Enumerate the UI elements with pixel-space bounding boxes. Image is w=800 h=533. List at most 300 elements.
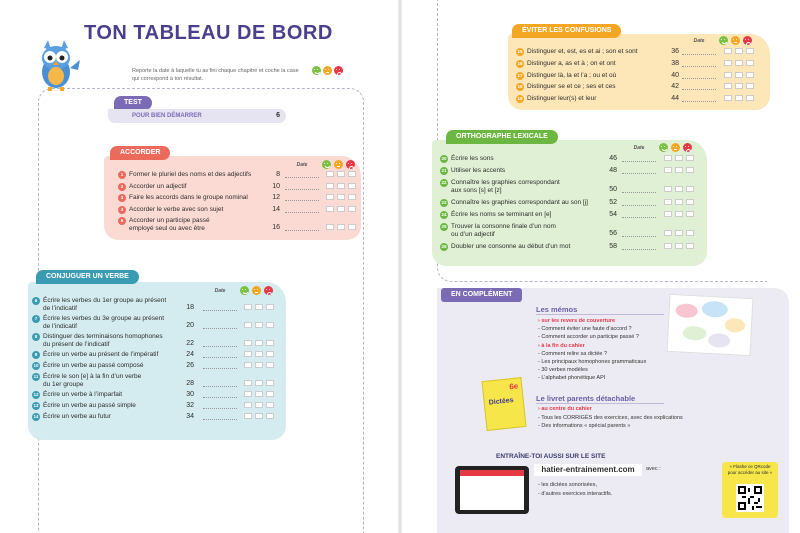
happy-checkbox[interactable] xyxy=(244,402,252,408)
happy-face-icon xyxy=(312,66,321,75)
chapter-title-line: Écrire un verbe au présent de l’impératif xyxy=(43,351,159,358)
happy-checkbox[interactable] xyxy=(244,413,252,419)
chapter-number: 19 xyxy=(517,96,523,102)
chapter-title-line: de l’indicatif xyxy=(43,322,77,330)
date-field[interactable] xyxy=(203,310,237,311)
result-legend xyxy=(312,66,343,75)
chapter-title xyxy=(451,211,551,219)
neutral-checkbox[interactable] xyxy=(337,206,345,212)
chapter-number: 20 xyxy=(441,156,447,161)
neutral-checkbox[interactable] xyxy=(255,322,263,328)
chapter-page: 44 xyxy=(671,95,679,103)
result-checkboxes xyxy=(244,340,274,346)
happy-checkbox[interactable] xyxy=(326,194,334,200)
sad-checkbox[interactable] xyxy=(746,83,754,89)
happy-checkbox[interactable] xyxy=(244,391,252,397)
chapter-title-line: Écrire les noms se terminant en [e] xyxy=(451,211,552,218)
chapter-title xyxy=(43,373,141,388)
date-field[interactable] xyxy=(203,328,237,329)
sad-checkbox[interactable] xyxy=(686,243,694,249)
sad-checkbox[interactable] xyxy=(348,194,356,200)
chapter-title-line: du présent de l’indicatif xyxy=(43,340,110,348)
neutral-checkbox[interactable] xyxy=(735,83,743,89)
date-field[interactable] xyxy=(622,217,656,218)
chapter-page: 58 xyxy=(609,243,617,250)
chapter-number: 11 xyxy=(33,374,39,379)
sad-checkbox[interactable] xyxy=(686,211,694,217)
conjuguer-row xyxy=(32,351,284,359)
chapter-page: 18 xyxy=(186,304,194,311)
livret-underline xyxy=(536,403,664,404)
chapter-title xyxy=(43,315,164,330)
sad-checkbox[interactable] xyxy=(266,391,274,397)
sad-checkbox[interactable] xyxy=(348,224,356,230)
conjuguer-row xyxy=(32,391,284,399)
conjuguer-row xyxy=(32,402,284,410)
chapter-title-line: Distinguer leur(s) et leur xyxy=(527,95,597,103)
livret-item: - Tous les CORRIGÉS des exercices, avec des explications xyxy=(538,414,683,421)
chapter-page: 14 xyxy=(272,205,280,213)
date-field[interactable] xyxy=(285,212,319,213)
date-label: Date xyxy=(214,287,226,294)
result-checkboxes xyxy=(326,224,356,230)
chapter-title-line: Faire les accords dans le groupe nominal xyxy=(129,194,248,201)
chapter-title xyxy=(43,297,166,312)
neutral-checkbox[interactable] xyxy=(337,194,345,200)
result-checkboxes xyxy=(244,402,274,408)
qr-box[interactable] xyxy=(722,462,778,518)
conjuguer-row xyxy=(32,362,284,370)
chapter-number: 6 xyxy=(32,297,40,305)
memos-underline xyxy=(536,314,664,315)
sad-checkbox[interactable] xyxy=(746,72,754,78)
neutral-face-icon xyxy=(323,66,332,75)
neutral-checkbox[interactable] xyxy=(735,95,743,101)
sad-checkbox[interactable] xyxy=(686,199,694,205)
chapter-title-line: Distinguer se et ce ; ses et ces xyxy=(527,83,616,91)
page-title: TON TABLEAU DE BORD xyxy=(84,22,333,44)
sad-checkbox[interactable] xyxy=(348,171,356,177)
chapter-title-line: Connaître les graphies correspondant xyxy=(451,179,560,186)
neutral-checkbox[interactable] xyxy=(255,304,263,310)
chapter-page: 30 xyxy=(186,391,194,398)
neutral-checkbox[interactable] xyxy=(675,186,683,192)
site-item-2: - d’autres exercices interactifs. xyxy=(538,491,613,497)
chapter-title-line: Doubler une consonne au début d’un mot xyxy=(451,243,571,250)
memos-item: - 30 verbes modèles xyxy=(538,367,588,374)
sad-checkbox[interactable] xyxy=(686,186,694,192)
happy-checkbox[interactable] xyxy=(664,155,672,161)
memos-item: › sur les revers de couverture xyxy=(538,318,616,324)
chapter-number: 5 xyxy=(118,217,126,225)
chapter-page: 24 xyxy=(186,351,194,358)
chapter-page: 50 xyxy=(609,186,617,193)
chapter-title-line: Écrire un verbe à l’imparfait xyxy=(43,391,123,398)
chapter-page: 54 xyxy=(609,211,617,218)
date-field[interactable] xyxy=(682,101,716,102)
chapter-title-line: de l’indicatif xyxy=(43,304,77,312)
chapter-title xyxy=(129,217,210,232)
sad-checkbox[interactable] xyxy=(348,183,356,189)
chapter-number: 25 xyxy=(441,224,447,229)
sad-checkbox[interactable] xyxy=(266,362,274,368)
chapter-number: 7 xyxy=(32,315,40,323)
date-field[interactable] xyxy=(682,54,716,55)
chapter-title-line: Distinguer et, est, es et ai ; son et sont xyxy=(527,48,638,55)
chapter-page: 52 xyxy=(609,199,617,206)
happy-checkbox[interactable] xyxy=(664,186,672,192)
chapter-title-line: Écrire un verbe au passé composé xyxy=(43,362,144,369)
result-checkboxes xyxy=(326,194,356,200)
chapter-title xyxy=(451,199,588,207)
chapter-page: 32 xyxy=(186,402,194,409)
ortho-column-header xyxy=(622,143,692,152)
happy-face-icon xyxy=(322,160,331,169)
happy-checkbox[interactable] xyxy=(664,230,672,236)
result-checkboxes xyxy=(326,183,356,189)
neutral-checkbox[interactable] xyxy=(255,362,263,368)
chapter-title xyxy=(129,171,251,179)
date-field[interactable] xyxy=(203,368,237,369)
happy-checkbox[interactable] xyxy=(326,171,334,177)
neutral-checkbox[interactable] xyxy=(675,199,683,205)
chapter-page: 56 xyxy=(609,230,617,237)
happy-checkbox[interactable] xyxy=(664,211,672,217)
chapter-number: 12 xyxy=(33,392,39,397)
chapter-number: 14 xyxy=(33,414,39,419)
neutral-checkbox[interactable] xyxy=(255,380,263,386)
sad-checkbox[interactable] xyxy=(746,48,754,54)
chapter-number: 21 xyxy=(441,168,447,173)
result-checkboxes xyxy=(664,167,694,173)
sad-checkbox[interactable] xyxy=(266,402,274,408)
chapter-page: 36 xyxy=(671,48,679,55)
confusions-row xyxy=(516,95,764,103)
chapter-title-line: ou d’un adjectif xyxy=(451,230,495,238)
result-checkboxes xyxy=(326,171,356,177)
confusions-row xyxy=(516,83,764,91)
date-field[interactable] xyxy=(285,230,319,231)
book-grade: 6e xyxy=(508,381,519,392)
date-label: Date xyxy=(296,161,308,168)
result-checkboxes xyxy=(724,72,754,78)
memos-item: - Comment relire sa dictée ? xyxy=(538,350,608,357)
chapter-number: 1 xyxy=(118,171,126,179)
chapter-title xyxy=(527,72,616,80)
chapter-title-line: Écrire les verbes du 1er groupe au présent xyxy=(43,297,167,304)
happy-checkbox[interactable] xyxy=(326,206,334,212)
date-field[interactable] xyxy=(622,161,656,162)
neutral-checkbox[interactable] xyxy=(337,183,345,189)
happy-checkbox[interactable] xyxy=(244,304,252,310)
chapter-title xyxy=(43,333,163,348)
chapter-page: 16 xyxy=(272,224,280,231)
date-field[interactable] xyxy=(622,249,656,250)
date-field[interactable] xyxy=(203,408,237,409)
date-field[interactable] xyxy=(682,78,716,79)
happy-checkbox[interactable] xyxy=(244,340,252,346)
sad-checkbox[interactable] xyxy=(686,155,694,161)
date-label: Date xyxy=(693,37,705,44)
date-field[interactable] xyxy=(285,200,319,201)
chapter-title-line: employé seul ou avec être xyxy=(129,224,205,232)
neutral-face-icon xyxy=(334,160,343,169)
chapter-number: 9 xyxy=(32,351,40,359)
chapter-number: 2 xyxy=(118,183,126,191)
chapter-title xyxy=(129,183,186,191)
conjuguer-row xyxy=(32,315,284,330)
chapter-page: 38 xyxy=(671,59,679,67)
chapter-number: 17 xyxy=(517,72,523,78)
chapter-page: 40 xyxy=(671,71,679,79)
memos-item: - Comment éviter une faute d’accord ? xyxy=(538,326,632,333)
ortho-row xyxy=(440,223,704,238)
result-checkboxes xyxy=(244,362,274,368)
date-field[interactable] xyxy=(203,386,237,387)
neutral-checkbox[interactable] xyxy=(675,155,683,161)
date-field[interactable] xyxy=(203,419,237,420)
happy-checkbox[interactable] xyxy=(724,95,732,101)
happy-checkbox[interactable] xyxy=(326,224,334,230)
conjuguer-row xyxy=(32,413,284,421)
tablet-image xyxy=(455,466,529,514)
confusions-column-header xyxy=(682,36,752,45)
memos-title: Les mémos xyxy=(536,305,578,314)
memos-item: - Comment accorder un participe passé ? xyxy=(538,334,639,341)
chapter-title xyxy=(527,60,616,68)
neutral-checkbox[interactable] xyxy=(735,72,743,78)
livret-title: Le livret parents détachable xyxy=(536,394,636,403)
chapter-title xyxy=(451,167,505,175)
happy-checkbox[interactable] xyxy=(724,83,732,89)
happy-checkbox[interactable] xyxy=(244,351,252,357)
chapter-title-line: Accorder un participe passé xyxy=(129,217,210,224)
sad-checkbox[interactable] xyxy=(746,60,754,66)
sad-checkbox[interactable] xyxy=(266,322,274,328)
accorder-row xyxy=(118,183,366,191)
page-divider xyxy=(398,0,402,533)
neutral-checkbox[interactable] xyxy=(255,402,263,408)
livret-item: - Des informations « spécial parents » xyxy=(538,423,631,429)
chapter-page: 28 xyxy=(186,380,194,387)
chapter-title xyxy=(129,206,223,214)
chapter-number: 4 xyxy=(118,206,126,214)
confusions-row xyxy=(516,60,764,68)
result-checkboxes xyxy=(724,60,754,66)
result-checkboxes xyxy=(724,48,754,54)
chapter-title xyxy=(43,402,136,410)
result-checkboxes xyxy=(244,391,274,397)
date-field[interactable] xyxy=(203,346,237,347)
happy-face-icon xyxy=(659,143,668,152)
result-checkboxes xyxy=(664,211,694,217)
sad-checkbox[interactable] xyxy=(746,95,754,101)
sad-checkbox[interactable] xyxy=(266,380,274,386)
chapter-page: 46 xyxy=(609,155,617,162)
site-title: ENTRAÎNE-TOI AUSSI SUR LE SITE xyxy=(496,453,606,460)
happy-checkbox[interactable] xyxy=(664,199,672,205)
neutral-checkbox[interactable] xyxy=(255,351,263,357)
chapter-title xyxy=(43,362,143,370)
chapter-page: 34 xyxy=(186,413,194,420)
date-field[interactable] xyxy=(203,357,237,358)
chapter-title-line: Écrire les sons xyxy=(451,155,494,162)
chapter-number: 3 xyxy=(118,194,126,202)
date-field[interactable] xyxy=(285,189,319,190)
date-field[interactable] xyxy=(682,89,716,90)
result-checkboxes xyxy=(326,206,356,212)
date-field[interactable] xyxy=(682,66,716,67)
happy-checkbox[interactable] xyxy=(724,72,732,78)
sad-checkbox[interactable] xyxy=(686,167,694,173)
chapter-title xyxy=(451,179,560,194)
chapter-page: 48 xyxy=(609,167,617,174)
chapter-title xyxy=(527,48,638,56)
chapter-title-line: Trouver la consonne finale d’un nom xyxy=(451,223,556,230)
neutral-checkbox[interactable] xyxy=(735,60,743,66)
chapter-page: 12 xyxy=(272,194,280,201)
neutral-checkbox[interactable] xyxy=(735,48,743,54)
happy-checkbox[interactable] xyxy=(326,183,334,189)
happy-checkbox[interactable] xyxy=(724,48,732,54)
chapter-number: 24 xyxy=(441,212,447,217)
chapter-title xyxy=(43,351,158,359)
dictees-book-cover xyxy=(481,377,526,431)
accorder-row xyxy=(118,206,366,214)
chapter-title-line: Écrire le son [e] à la fin d’un verbe xyxy=(43,373,142,380)
ortho-row xyxy=(440,243,704,251)
section-tag-ortho: ORTHOGRAPHE LEXICALE xyxy=(446,130,558,144)
qr-code-icon[interactable] xyxy=(736,484,764,512)
test-label: POUR BIEN DÉMARRER xyxy=(132,113,202,119)
happy-checkbox[interactable] xyxy=(244,322,252,328)
livret-item: › au centre du cahier xyxy=(538,406,592,412)
happy-checkbox[interactable] xyxy=(724,60,732,66)
chapter-number: 15 xyxy=(517,49,523,54)
site-url-link[interactable]: hatier-entrainement.com xyxy=(534,464,642,476)
chapter-title-line: Connaître les graphies correspondant au son [j] xyxy=(451,199,588,206)
chapter-title xyxy=(129,194,248,202)
chapter-number: 18 xyxy=(517,84,523,90)
section-tag-test: TEST xyxy=(114,96,152,110)
chapter-page: 26 xyxy=(186,362,194,369)
date-field[interactable] xyxy=(622,236,656,237)
chapter-title xyxy=(451,223,556,238)
chapter-title xyxy=(527,95,596,103)
chapter-page: 20 xyxy=(186,322,194,329)
sad-checkbox[interactable] xyxy=(266,413,274,419)
sad-checkbox[interactable] xyxy=(266,304,274,310)
instructions-text: Reporte la date à laquelle tu as fini chaque chapitre et coche la case qui correspond à ton résultat. xyxy=(132,68,299,82)
chapter-title-line: Utiliser les accents xyxy=(451,167,506,174)
accorder-row xyxy=(118,171,366,179)
result-checkboxes xyxy=(244,351,274,357)
result-checkboxes xyxy=(664,155,694,161)
neutral-checkbox[interactable] xyxy=(675,211,683,217)
chapter-number: 13 xyxy=(33,403,39,408)
conjuguer-column-header xyxy=(203,286,273,295)
ortho-row xyxy=(440,179,704,194)
neutral-checkbox[interactable] xyxy=(337,224,345,230)
sad-checkbox[interactable] xyxy=(348,206,356,212)
date-field[interactable] xyxy=(622,173,656,174)
chapter-page: 8 xyxy=(276,171,280,178)
chapter-page: 10 xyxy=(272,182,280,190)
sad-face-icon xyxy=(743,36,752,45)
neutral-checkbox[interactable] xyxy=(337,171,345,177)
sad-face-icon xyxy=(334,66,343,75)
site-item-1: - les dictées sonorisées, xyxy=(538,482,597,488)
happy-checkbox[interactable] xyxy=(244,362,252,368)
neutral-checkbox[interactable] xyxy=(675,167,683,173)
result-checkboxes xyxy=(724,95,754,101)
date-label: Date xyxy=(633,144,645,151)
conjuguer-row xyxy=(32,297,284,312)
accorder-row xyxy=(118,217,366,232)
neutral-checkbox[interactable] xyxy=(255,413,263,419)
chapter-title-line: Distinguer a, as et à ; on et ont xyxy=(527,59,616,67)
chapter-title xyxy=(43,391,122,399)
neutral-face-icon xyxy=(252,286,261,295)
neutral-checkbox[interactable] xyxy=(675,243,683,249)
book-title: Dictées xyxy=(488,396,514,407)
neutral-checkbox[interactable] xyxy=(255,340,263,346)
section-tag-conjuguer: CONJUGUER UN VERBE xyxy=(36,270,139,284)
chapter-page: 22 xyxy=(186,340,194,347)
chapter-title-line: du 1er groupe xyxy=(43,380,84,388)
sad-face-icon xyxy=(346,160,355,169)
neutral-checkbox[interactable] xyxy=(255,391,263,397)
sad-face-icon xyxy=(264,286,273,295)
date-field[interactable] xyxy=(622,192,656,193)
sad-checkbox[interactable] xyxy=(686,230,694,236)
ortho-row xyxy=(440,167,704,175)
chapter-title-line: Écrire un verbe au futur xyxy=(43,413,111,420)
date-field[interactable] xyxy=(203,397,237,398)
owl-mascot-icon xyxy=(34,38,82,94)
result-checkboxes xyxy=(244,304,274,310)
sad-face-icon xyxy=(683,143,692,152)
chapter-title-line: Accorder un adjectif xyxy=(129,182,187,190)
sad-checkbox[interactable] xyxy=(266,340,274,346)
accorder-row xyxy=(118,194,366,202)
conjuguer-row xyxy=(32,333,284,348)
date-field[interactable] xyxy=(622,205,656,206)
neutral-checkbox[interactable] xyxy=(675,230,683,236)
happy-checkbox[interactable] xyxy=(664,167,672,173)
result-checkboxes xyxy=(244,413,274,419)
happy-face-icon xyxy=(719,36,728,45)
sad-checkbox[interactable] xyxy=(266,351,274,357)
happy-checkbox[interactable] xyxy=(664,243,672,249)
chapter-title xyxy=(451,243,570,251)
happy-checkbox[interactable] xyxy=(244,380,252,386)
test-row[interactable] xyxy=(108,109,286,123)
date-field[interactable] xyxy=(285,177,319,178)
memo-preview-image xyxy=(667,294,754,356)
chapter-number: 10 xyxy=(33,363,39,368)
section-tag-confusions: ÉVITER LES CONFUSIONS xyxy=(512,24,621,38)
section-tag-accorder: ACCORDER xyxy=(110,146,170,160)
memos-item: - Les principaux homophones grammaticaux xyxy=(538,359,647,365)
neutral-face-icon xyxy=(671,143,680,152)
chapter-title xyxy=(451,155,494,163)
chapter-title xyxy=(43,413,111,421)
result-checkboxes xyxy=(244,380,274,386)
chapter-title-line: Distinguer là, la et l’a ; ou et où xyxy=(527,71,617,79)
happy-face-icon xyxy=(240,286,249,295)
test-page: 6 xyxy=(276,112,280,119)
